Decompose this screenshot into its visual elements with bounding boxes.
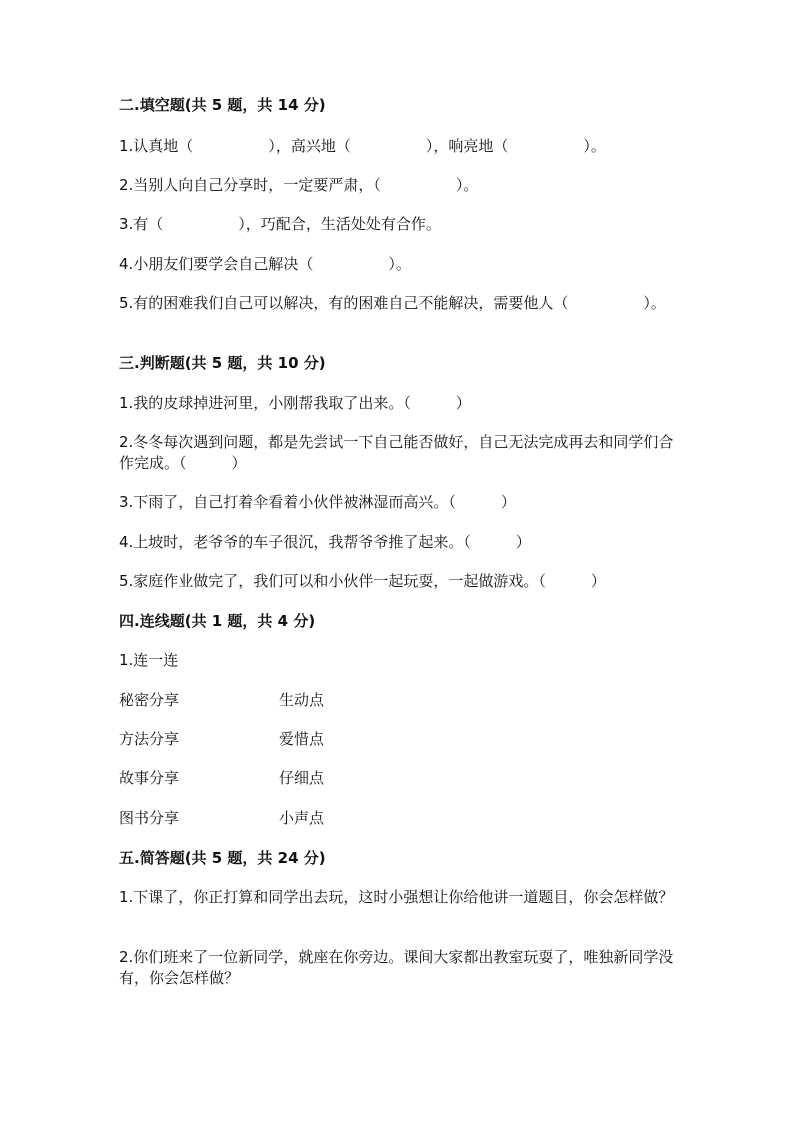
question-item: 5.家庭作业做完了，我们可以和小伙伴一起玩耍，一起做游戏。（ ）	[119, 572, 606, 590]
match-left-item: 故事分享	[119, 769, 180, 787]
section-heading: 二.填空题(共 5 题，共 14 分)	[119, 96, 326, 114]
match-right-item: 小声点	[279, 809, 325, 827]
section-heading: 五.简答题(共 5 题，共 24 分)	[119, 849, 326, 867]
match-left-item: 图书分享	[119, 809, 180, 827]
match-right-item: 仔细点	[279, 769, 325, 787]
question-item: 4.上坡时，老爷爷的车子很沉，我帮爷爷推了起来。（ ）	[119, 533, 531, 551]
match-left-item: 方法分享	[119, 730, 180, 748]
question-item: 1.我的皮球掉进河里，小刚帮我取了出来。（ ）	[119, 394, 471, 412]
question-item: 3.有（ ），巧配合，生活处处有合作。	[119, 215, 441, 233]
section-heading: 四.连线题(共 1 题，共 4 分)	[119, 612, 316, 630]
match-right-item: 爱惜点	[279, 730, 325, 748]
question-item: 2.当别人向自己分享时，一定要严肃，（ ）。	[119, 176, 479, 194]
question-item: 3.下雨了，自己打着伞看着小伙伴被淋湿而高兴。（ ）	[119, 493, 516, 511]
question-item: 1.下课了，你正打算和同学出去玩，这时小强想让你给他讲一道题目，你会怎样做？	[119, 888, 674, 906]
question-item: 4.小朋友们要学会自己解决（ ）。	[119, 255, 411, 273]
match-right-item: 生动点	[279, 691, 325, 709]
question-item: 1.认真地（ ），高兴地（ ），响亮地（ ）。	[119, 137, 606, 155]
match-left-item: 秘密分享	[119, 691, 180, 709]
question-item: 2.你们班来了一位新同学，就座在你旁边。课间大家都出教室玩耍了，唯独新同学没有，你会怎样做？	[119, 948, 674, 987]
question-item: 2.冬冬每次遇到问题，都是先尝试一下自己能否做好，自己无法完成再去和同学们合作完成。（ ）	[119, 433, 674, 472]
question-item: 5.有的困难我们自己可以解决，有的困难自己不能解决，需要他人（ ）。	[119, 294, 666, 312]
question-item: 1.连一连	[119, 651, 179, 669]
section-heading: 三.判断题(共 5 题，共 10 分)	[119, 354, 326, 372]
